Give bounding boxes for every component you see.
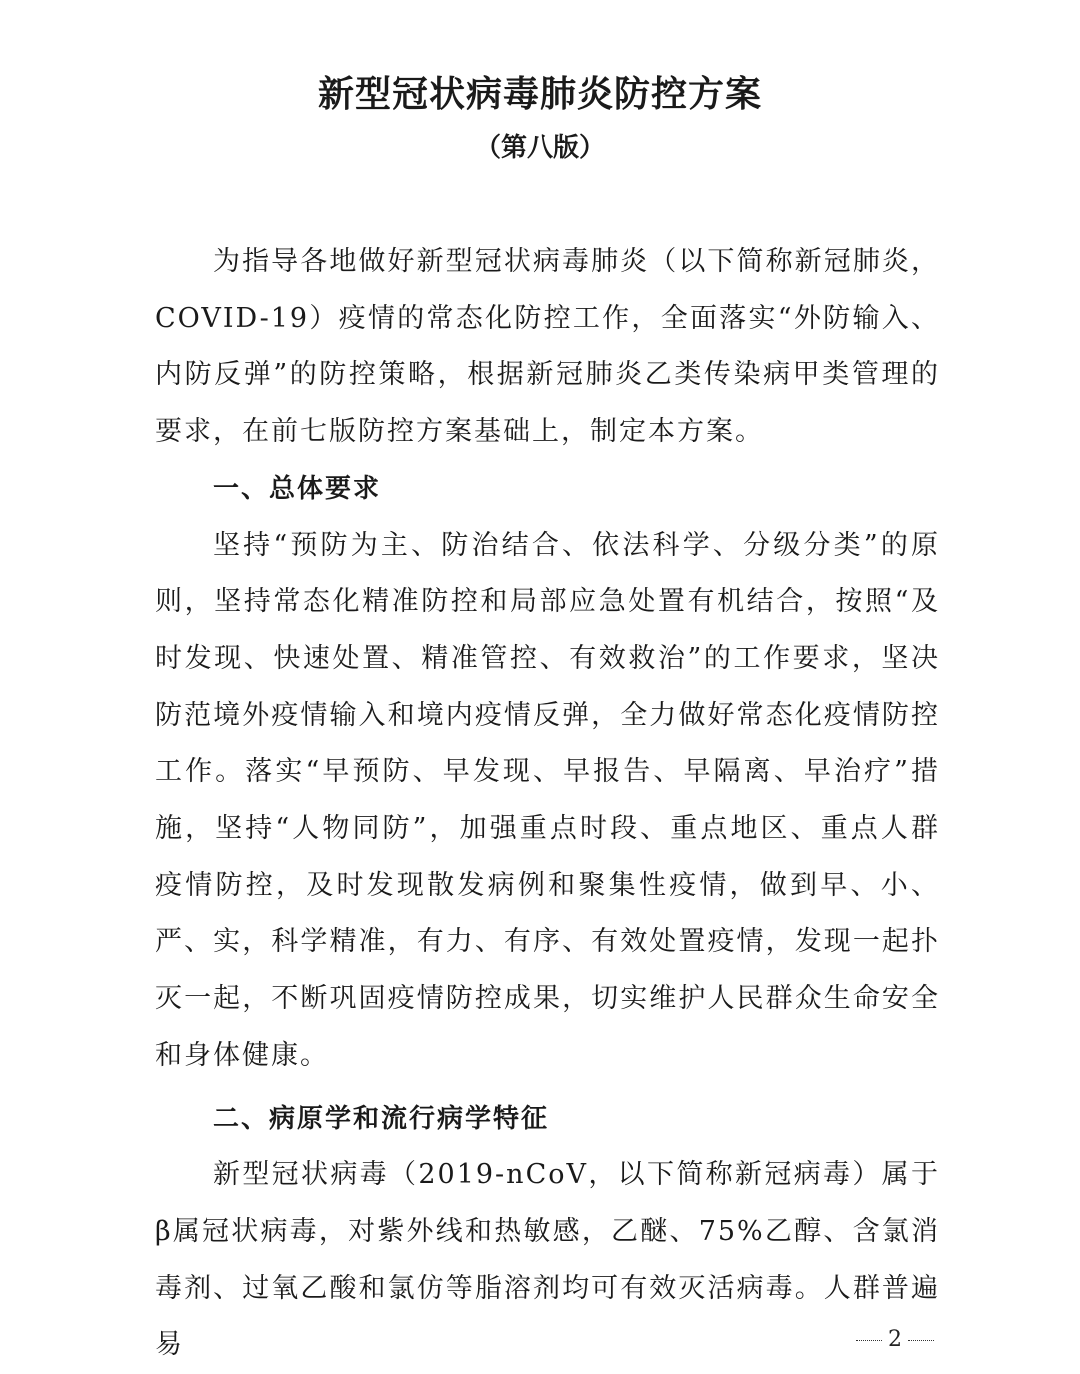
footer-dash-right xyxy=(908,1340,934,1341)
page-footer xyxy=(850,1327,940,1353)
section-heading-etiology: 二、病原学和流行病学特征 xyxy=(213,1103,550,1134)
page-number: 2 xyxy=(888,1327,902,1352)
document-title: 新型冠状病毒肺炎防控方案 xyxy=(317,73,762,115)
section-1-paragraph: 坚持“预防为主、防治结合、依法科学、分级分类”的原则，坚持常态化精准防控和局部应急处置有机结合，按照“及时发现、快速处置、精准管控、有效救治”的工作要求，坚决防范境外疫情输入和境内疫情反弹，全力做好常态化疫情防控工作。落实“早预防、早发现、早报告、早隔离、早治疗”措施，坚持“人物同防”，加强重点时段、重点地区、重点人群疫情防控，及时发现散发病例和聚集性疫情，做到早、小、严、实，科学精准，有力、有序、有效处置疫情，发现一起扑灭一起，不断巩固疫情防控成果，切实维护人民群众生命安全和身体健康。 xyxy=(155,529,940,1071)
document-body xyxy=(155,234,940,1374)
section-heading-overall-requirements: 一、总体要求 xyxy=(213,473,382,504)
intro-paragraph: 为指导各地做好新型冠状病毒肺炎（以下简称新冠肺炎，COVID-19）疫情的常态化防控工作，全面落实“外防输入、内防反弹”的防控策略，根据新冠肺炎乙类传染病甲类管理的要求，在前七版防控方案基础上，制定本方案。 xyxy=(155,246,940,448)
footer-dash-left xyxy=(856,1340,882,1341)
section-2-paragraph: 新型冠状病毒（2019-nCoV，以下简称新冠病毒）属于β属冠状病毒，对紫外线和热敏感，乙醚、75%乙醇、含氯消毒剂、过氧乙酸和氯仿等脂溶剂均可有效灭活病毒。人群普遍易 xyxy=(155,1159,940,1361)
document-subtitle: （第八版） xyxy=(474,133,605,163)
